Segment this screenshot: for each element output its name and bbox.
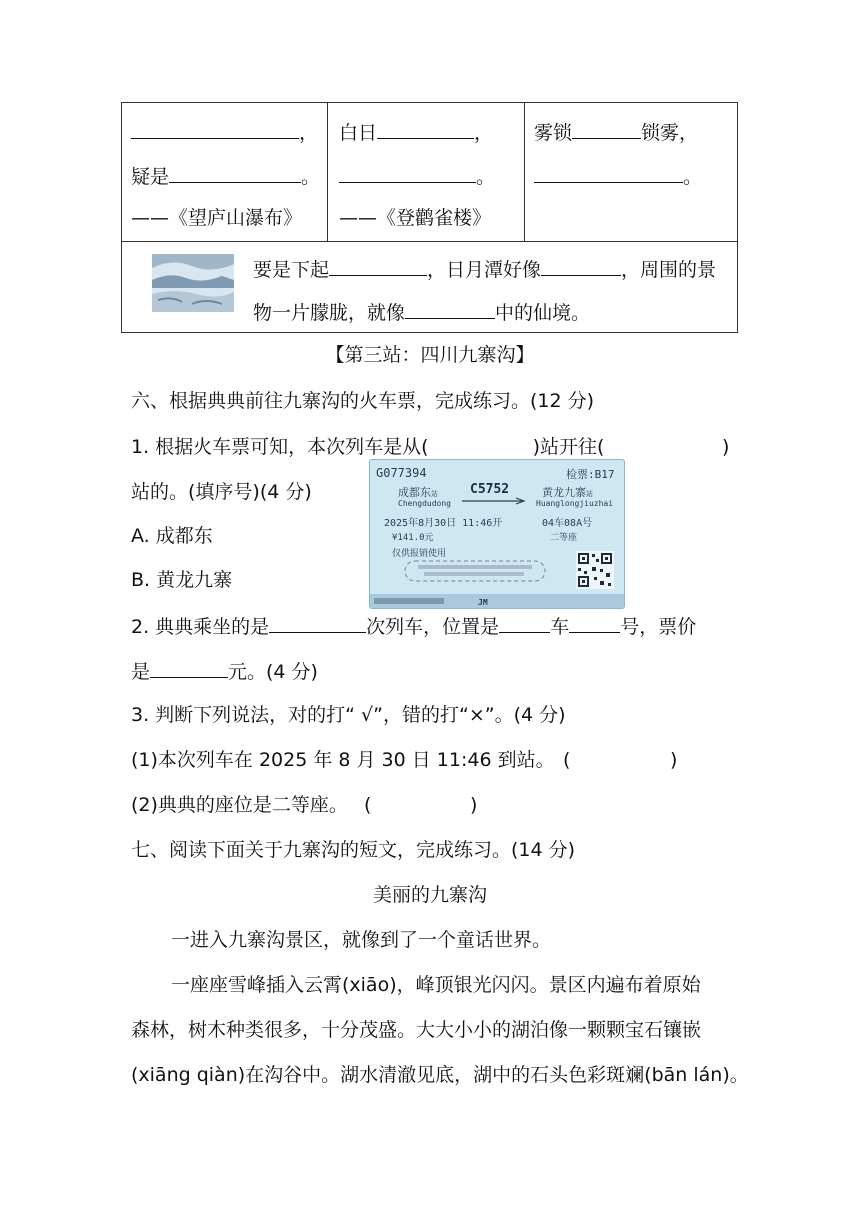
- question-6-3-item-1: (1)本次列车在 2025 年 8 月 30 日 11:46 到站。: [131, 749, 555, 771]
- question-6-2-line-1: [131, 614, 696, 638]
- ticket-station-suffix: 站: [586, 490, 593, 498]
- passage-text: 中的仙境。: [495, 302, 591, 324]
- passage-paragraph-2-line-3: (xiāng qiàn)在沟谷中。湖水清澈见底，湖中的石头色彩斑斓(bān lán)。: [131, 1064, 749, 1086]
- ticket-price: ¥141.0元: [392, 533, 434, 543]
- poem-row-sun-moon-lake: [122, 242, 738, 333]
- answer-blank[interactable]: [541, 257, 621, 276]
- answer-blank[interactable]: [534, 164, 683, 183]
- qr-code-icon: [576, 551, 614, 589]
- passage-paragraph-1: 一进入九寨沟景区，就像到了一个童话世界。: [171, 929, 552, 951]
- poem-text: ，: [299, 122, 319, 144]
- ticket-datetime: 2025年8月30日 11:46开: [384, 518, 503, 529]
- answer-blank[interactable]: [405, 300, 495, 319]
- arrow-right-icon: [462, 497, 528, 505]
- lake-illustration-image: [152, 254, 234, 312]
- question-text: 元。(4 分): [228, 661, 318, 683]
- train-ticket-image: [369, 459, 625, 609]
- question-text: 2. 典典乘坐的是: [131, 616, 270, 638]
- ticket-seat: 04车08A号: [542, 518, 593, 529]
- answer-blank[interactable]: [499, 614, 550, 633]
- ticket-to-station: 黄龙九寨: [542, 486, 586, 499]
- poem-table: [121, 102, 738, 333]
- station-title: 【第三站：四川九寨沟】: [325, 344, 535, 366]
- ticket-train-number: C5752: [470, 482, 510, 497]
- question-6-2-line-2: [131, 659, 318, 683]
- ticket-footer-code: JM: [478, 598, 488, 607]
- poem-cell-2: [328, 103, 525, 242]
- question-text: )站开往(: [532, 436, 605, 458]
- passage-text: ，周围的景: [621, 259, 717, 281]
- paren-open: (: [364, 794, 372, 816]
- question-text: 车: [550, 616, 570, 638]
- poem-text: 。: [476, 166, 496, 188]
- answer-blank[interactable]: [131, 120, 299, 139]
- answer-space[interactable]: [378, 792, 468, 816]
- poem-text: 白日: [339, 122, 378, 144]
- poem-text: ，: [474, 122, 494, 144]
- poem-text: 。: [301, 166, 321, 188]
- question-6-heading: 六、根据典典前往九寨沟的火车票，完成练习。(12 分): [131, 390, 595, 412]
- paren-open: (: [563, 749, 571, 771]
- answer-space[interactable]: [577, 747, 667, 771]
- answer-blank[interactable]: [150, 659, 228, 678]
- answer-blank[interactable]: [569, 614, 620, 633]
- paren-close: ): [470, 794, 478, 816]
- poem-text: 锁雾，: [641, 122, 699, 144]
- passage-text: ，日月潭好像: [427, 259, 542, 281]
- answer-blank[interactable]: [269, 614, 366, 633]
- question-6-1-line-2: 站的。(填序号)(4 分): [131, 481, 312, 503]
- passage-paragraph-2-line-1: 一座座雪峰插入云霄(xiāo)，峰顶银光闪闪。景区内遍布着原始: [171, 974, 701, 996]
- passage-text: 要是下起: [253, 259, 330, 281]
- poem-source: ——《登鹳雀楼》: [339, 207, 492, 229]
- passage-paragraph-2-line-2: 森林，树木种类很多，十分茂盛。大大小小的湖泊像一颗颗宝石镶嵌: [131, 1019, 702, 1041]
- ticket-station-suffix: 站: [431, 490, 438, 498]
- ticket-note: 仅供报销使用: [392, 549, 447, 559]
- question-text: 次列车，位置是: [366, 616, 500, 638]
- question-text: 是: [131, 661, 151, 683]
- answer-blank[interactable]: [329, 257, 427, 276]
- passage-text: 物一片朦胧，就像: [253, 302, 406, 324]
- ticket-number: G077394: [376, 466, 427, 480]
- paren-close: ): [722, 436, 730, 458]
- ticket-check-gate: 检票:B17: [566, 468, 615, 481]
- question-text: 1. 根据火车票可知，本次列车是从(: [131, 436, 429, 458]
- question-text: 号，票价: [620, 616, 697, 638]
- poem-cell-1: [122, 103, 328, 242]
- passage-title: 美丽的九寨沟: [372, 884, 487, 906]
- ticket-to-pinyin: Huanglongjiuzhai: [536, 499, 614, 508]
- question-6-3-item-2: (2)典典的座位是二等座。: [131, 794, 348, 816]
- answer-blank[interactable]: [572, 120, 641, 139]
- poem-text: 疑是: [131, 166, 170, 188]
- paren-close: ): [670, 749, 678, 771]
- blurred-serial-number: [374, 598, 444, 604]
- ticket-from-pinyin: Chengdudong: [398, 499, 451, 508]
- option-a: A. 成都东: [131, 525, 213, 547]
- poem-text: 雾锁: [534, 122, 573, 144]
- poem-text: 。: [683, 166, 703, 188]
- question-7-heading: 七、阅读下面关于九寨沟的短文，完成练习。(14 分): [131, 839, 576, 861]
- question-6-1-line-1: [131, 436, 604, 458]
- ticket-class: 二等座: [550, 533, 578, 543]
- answer-blank[interactable]: [169, 164, 301, 183]
- poem-cell-3: [525, 103, 738, 242]
- blurred-passenger-info: [404, 560, 546, 582]
- ticket-from-station: 成都东: [398, 486, 431, 499]
- option-b: B. 黄龙九寨: [131, 569, 233, 591]
- answer-blank[interactable]: [377, 120, 474, 139]
- answer-blank[interactable]: [339, 164, 476, 183]
- question-6-3: 3. 判断下列说法，对的打“ √”，错的打“×”。(4 分): [131, 704, 566, 726]
- poem-source: ——《望庐山瀑布》: [131, 207, 303, 229]
